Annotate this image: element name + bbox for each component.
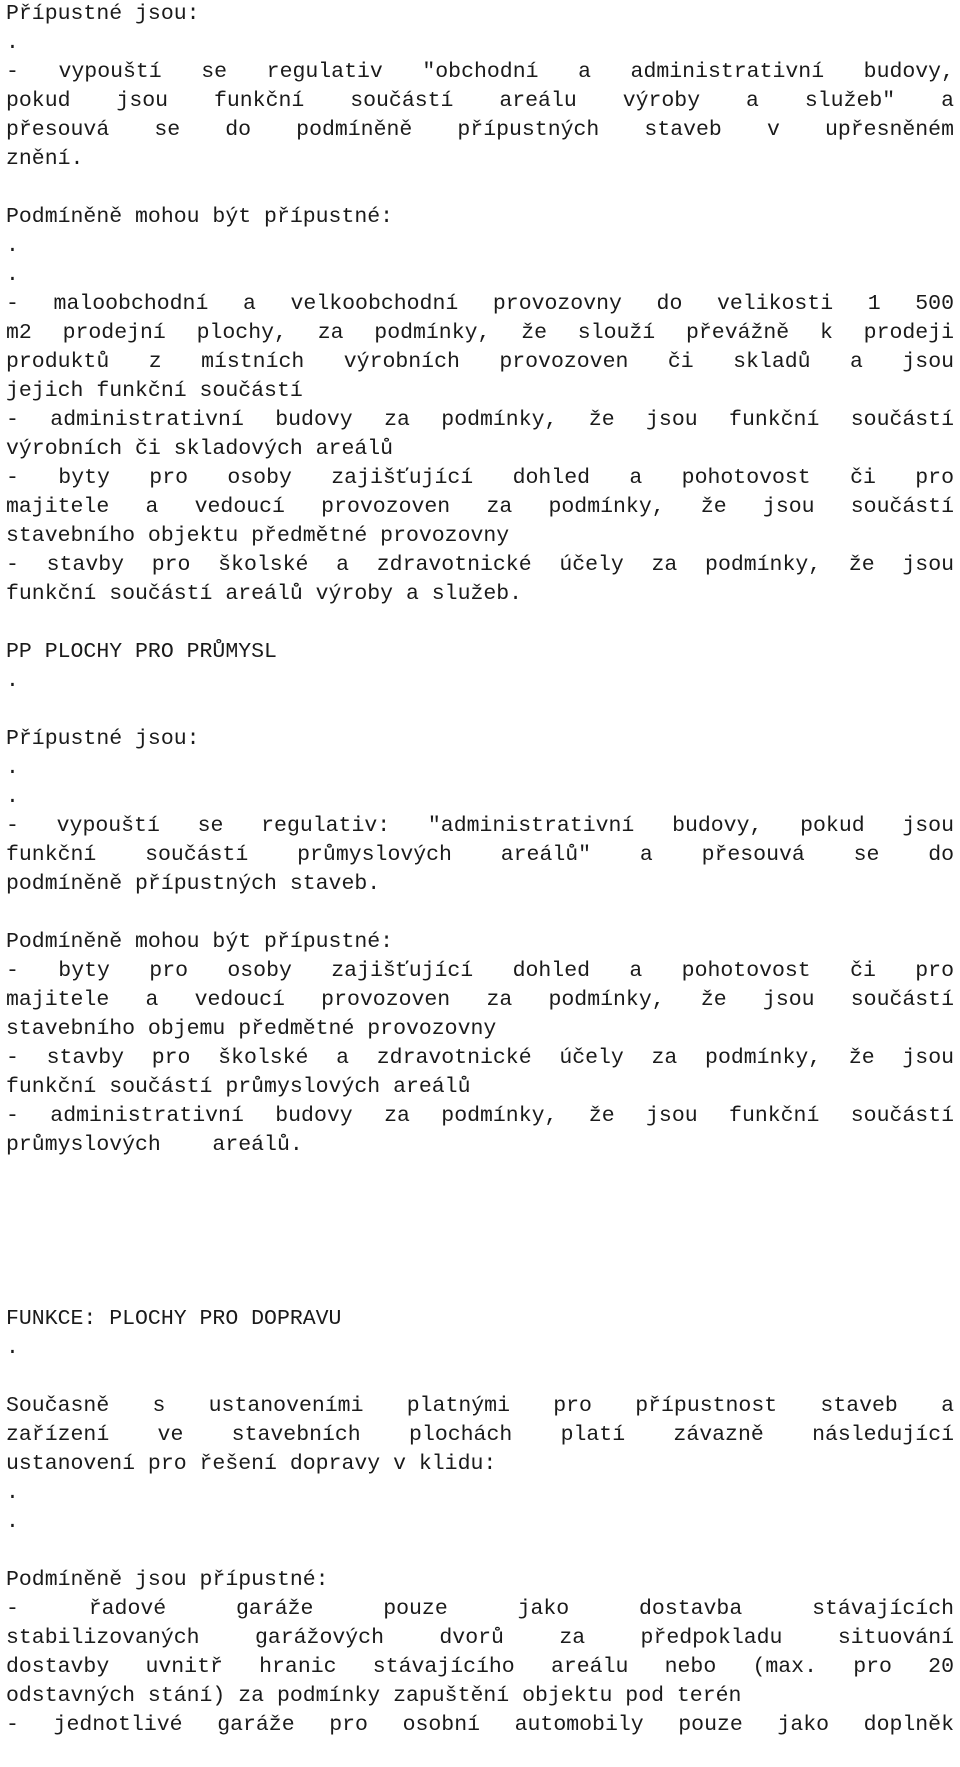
separator-dot: . — [6, 1510, 19, 1534]
text-line: pokud jsou funkční součástí areálu výroby a služeb" a — [6, 89, 954, 113]
section-heading-industry: PP PLOCHY PRO PRŮMYSL — [6, 640, 277, 664]
text-line: - řadové garáže pouze jako dostavba stávajících — [6, 1597, 954, 1621]
text-line: funkční součástí areálů výroby a služeb. — [6, 582, 523, 606]
separator-dot: . — [6, 234, 19, 258]
text-line: odstavných stání) za podmínky zapuštění objektu pod terén — [6, 1684, 742, 1708]
text-line: produktů z místních výrobních provozoven či skladů a jsou — [6, 350, 954, 374]
text-line: - stavby pro školské a zdravotnické účely za podmínky, že jsou — [6, 1046, 954, 1070]
text-line: dostavby uvnitř hranic stávajícího areálu nebo (max. pro 20 — [6, 1655, 954, 1679]
separator-dot: . — [6, 1336, 19, 1360]
text-line: znění. — [6, 147, 84, 171]
text-line: majitele a vedoucí provozoven za podmínky, že jsou součástí — [6, 495, 954, 519]
separator-dot: . — [6, 31, 19, 55]
text-line: m2 prodejní plochy, za podmínky, že slouží převážně k prodeji — [6, 321, 954, 345]
text-line: - stavby pro školské a zdravotnické účely za podmínky, že jsou — [6, 553, 954, 577]
heading-conditionally-permitted: Podmíněně mohou být přípustné: — [6, 930, 394, 954]
text-line: zařízení ve stavebních plochách platí závazně následující — [6, 1423, 954, 1447]
text-line: přesouvá se do podmíněně přípustných staveb v upřesněném — [6, 118, 954, 142]
text-line: - maloobchodní a velkoobchodní provozovny do velikosti 1 500 — [6, 292, 954, 316]
separator-dot: . — [6, 669, 19, 693]
heading-conditionally-permitted: Podmíněně jsou přípustné: — [6, 1568, 329, 1592]
separator-dot: . — [6, 756, 19, 780]
blank-line — [6, 609, 960, 638]
text-line: podmíněně přípustných staveb. — [6, 872, 381, 896]
text-line: stavebního objemu předmětné provozovny — [6, 1017, 497, 1041]
text-line: - administrativní budovy za podmínky, že jsou funkční součástí — [6, 1104, 954, 1128]
text-line: - byty pro osoby zajišťující dohled a pohotovost či pro — [6, 959, 954, 983]
heading-conditionally-permitted: Podmíněně mohou být přípustné: — [6, 205, 394, 229]
text-line: ustanovení pro řešení dopravy v klidu: — [6, 1452, 497, 1476]
text-line: - jednotlivé garáže pro osobní automobily pouze jako doplněk — [6, 1713, 954, 1737]
text-line: funkční součástí průmyslových areálů — [6, 1075, 471, 1099]
text-line: - vypouští se regulativ "obchodní a administrativní budovy, — [6, 60, 954, 84]
text-line: stavebního objektu předmětné provozovny — [6, 524, 510, 548]
text-line: - byty pro osoby zajišťující dohled a pohotovost či pro — [6, 466, 954, 490]
text-line: jejich funkční součástí — [6, 379, 303, 403]
text-line: - administrativní budovy za podmínky, že jsou funkční součástí — [6, 408, 954, 432]
separator-dot: . — [6, 785, 19, 809]
page-gap — [6, 1160, 960, 1305]
heading-permitted: Přípustné jsou: — [6, 2, 200, 26]
document-page — [6, 0, 960, 1740]
text-line: stabilizovaných garážových dvorů za předpokladu situování — [6, 1626, 954, 1650]
section-heading-transport: FUNKCE: PLOCHY PRO DOPRAVU — [6, 1307, 342, 1331]
text-line: funkční součástí průmyslových areálů" a přesouvá se do — [6, 843, 954, 867]
blank-line — [6, 1363, 960, 1392]
blank-line — [6, 696, 960, 725]
blank-line — [6, 174, 960, 203]
separator-dot: . — [6, 263, 19, 287]
text-line: majitele a vedoucí provozoven za podmínky, že jsou součástí — [6, 988, 954, 1012]
text-line: - vypouští se regulativ: "administrativní budovy, pokud jsou — [6, 814, 954, 838]
separator-dot: . — [6, 1481, 19, 1505]
text-line: průmyslových areálů. — [6, 1133, 303, 1157]
text-line: Současně s ustanoveními platnými pro přípustnost staveb a — [6, 1394, 954, 1418]
blank-line — [6, 1537, 960, 1566]
text-line: výrobních či skladových areálů — [6, 437, 394, 461]
heading-permitted: Přípustné jsou: — [6, 727, 200, 751]
blank-line — [6, 899, 960, 928]
